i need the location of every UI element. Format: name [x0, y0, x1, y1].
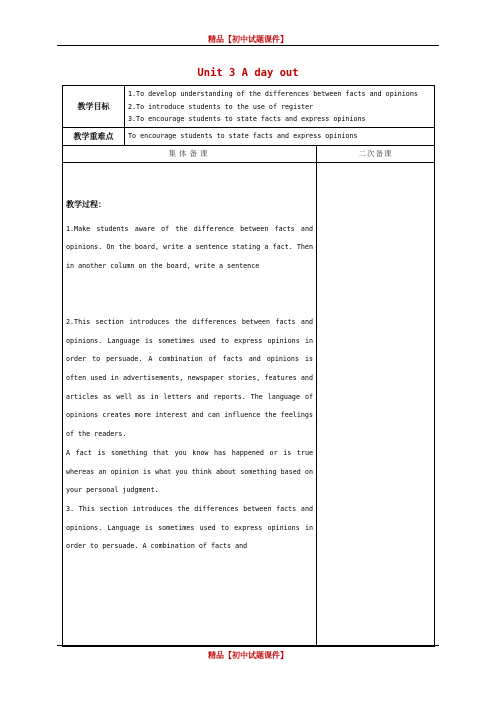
secondary-prep-header: 二次备课	[317, 145, 435, 162]
unit-title: Unit 3 A day out	[197, 67, 299, 79]
content-row	[63, 162, 435, 646]
paragraph: 1.Make students aware of the difference between facts and opinions. On the board, write a sentence stating a fact. Then in another column on the board, write a sentence	[66, 224, 313, 271]
paragraph: 3. This section introduces the differences between facts and opinions. Language is sometimes used to express opinions in order to persuade. A combination of facts and	[66, 504, 313, 551]
collective-prep-content	[63, 162, 317, 646]
secondary-prep-content	[317, 162, 435, 646]
paragraph: 2.This section introduces the differences between facts and opinions. Language is sometimes used to express opinions in order to persuade. A combination of facts and opinions is often used in advertisements, newspaper stories, features and articles as well as in letters and reports. The language of opinions creates more interest and can influence the feelings of the readers.	[66, 317, 313, 439]
goals-list	[125, 86, 435, 128]
header-divider	[57, 45, 439, 46]
goals-label: 教学目标	[63, 86, 125, 128]
collective-prep-header: 集体备课	[63, 145, 317, 162]
paragraph: A fact is something that you know has happened or is true whereas an opinion is what you think about something based on your personal judgment.	[66, 448, 313, 495]
goal-item: 1.To develop understanding of the differences between facts and opinions	[128, 90, 418, 98]
goal-item: 3.To encourage students to state facts and express opinions	[128, 115, 366, 124]
column-header-row	[63, 145, 435, 162]
footer-divider	[57, 645, 439, 646]
goal-item: 2.To introduce students to the use of register	[128, 102, 314, 111]
page-header: 精品【初中试题课件】	[208, 35, 288, 44]
goals-row	[63, 86, 435, 128]
page-footer: 精品【初中试题课件】	[208, 651, 288, 660]
paragraph-gap	[66, 276, 313, 313]
lesson-plan-table	[62, 85, 435, 647]
process-title: 教学过程：	[66, 199, 106, 209]
key-points-text: To encourage students to state facts and express opinions	[125, 127, 435, 145]
key-points-row	[63, 127, 435, 145]
key-points-label: 教学重难点	[63, 127, 125, 145]
